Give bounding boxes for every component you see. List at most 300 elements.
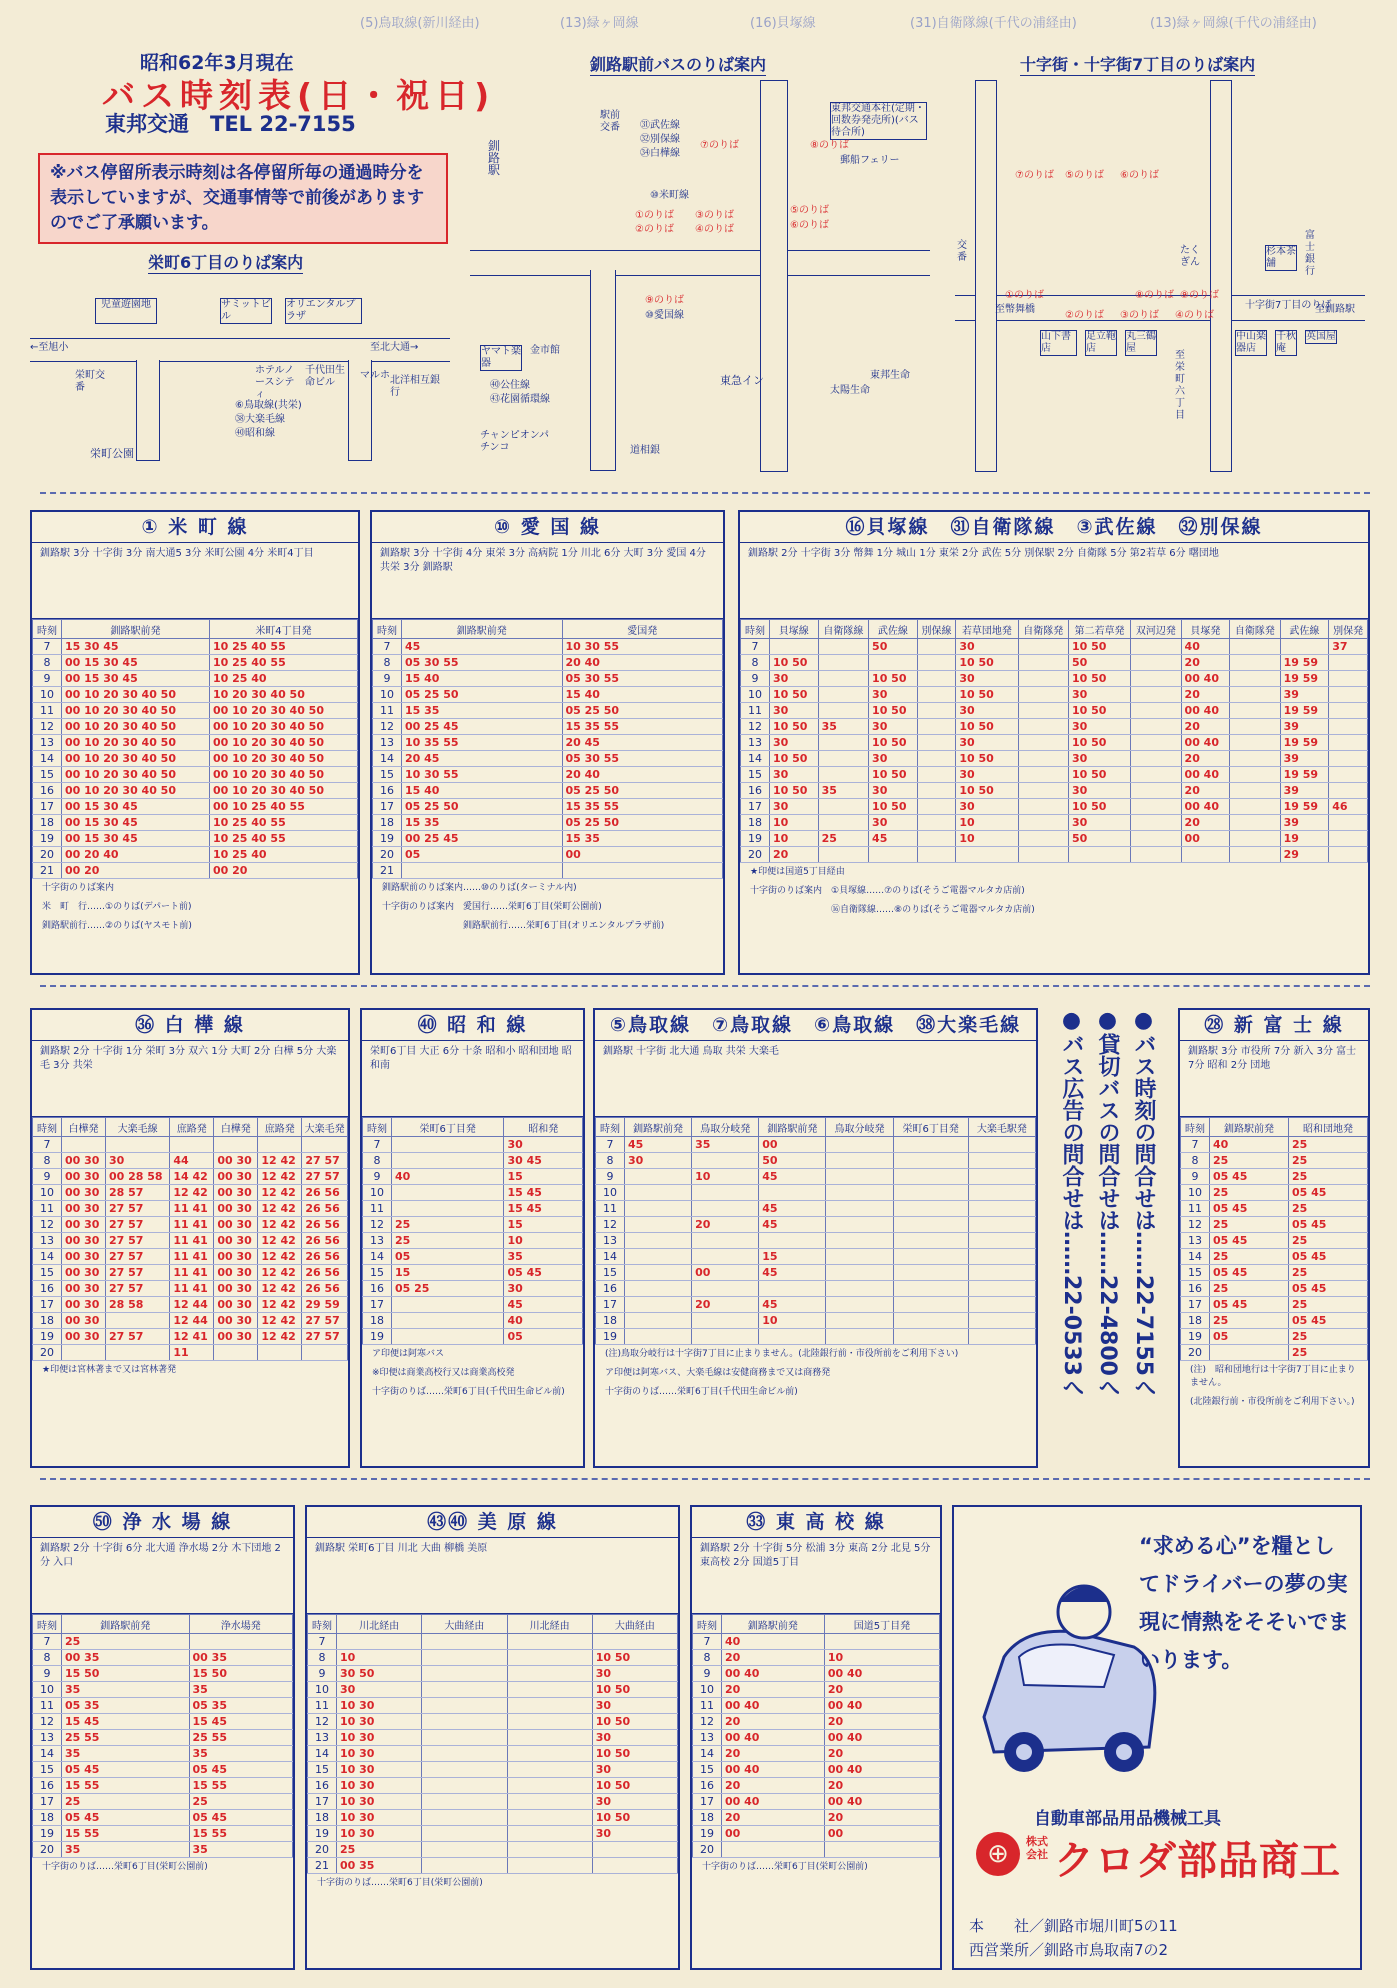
table-row: [373, 687, 723, 703]
departure-cell: [692, 1153, 759, 1169]
departure-cell: 00 10 20 30 40 50: [62, 719, 210, 735]
departure-cell: 20: [1181, 719, 1230, 735]
table-row: [373, 815, 723, 831]
departure-cell: [692, 1329, 759, 1345]
hour-cell: 17: [308, 1794, 337, 1810]
hour-cell: 17: [363, 1297, 392, 1313]
departure-cell: 00: [759, 1137, 826, 1153]
table-row: [741, 831, 1368, 847]
departure-cell: 27 57: [106, 1233, 170, 1249]
departure-cell: 12 42: [258, 1217, 302, 1233]
table-row: [596, 1233, 1036, 1249]
column-header: 大楽毛発: [302, 1118, 348, 1137]
departure-cell: 30 45: [504, 1153, 583, 1169]
departure-cell: [625, 1329, 692, 1345]
departure-cell: [818, 671, 868, 687]
departure-cell: 39: [1280, 687, 1329, 703]
column-header: 若草団地発: [956, 620, 1018, 639]
departure-cell: 30: [869, 815, 918, 831]
map-label: 十字街7丁目のりば: [1245, 300, 1332, 311]
advertisement: [952, 1505, 1362, 1970]
hour-cell: 18: [596, 1313, 625, 1329]
hour-cell: 13: [693, 1730, 722, 1746]
departure-cell: 00 40: [824, 1666, 939, 1682]
column-header: 自衛隊発: [1018, 620, 1068, 639]
hour-cell: 17: [1181, 1297, 1210, 1313]
table-row: [363, 1169, 583, 1185]
departure-cell: [625, 1169, 692, 1185]
departure-cell: 00 40: [1181, 767, 1230, 783]
departure-cell: 00 30: [214, 1313, 258, 1329]
departure-cell: [826, 1313, 893, 1329]
departure-cell: 39: [1280, 751, 1329, 767]
table-row: [308, 1794, 678, 1810]
departure-cell: 40: [392, 1169, 504, 1185]
departure-cell: 30: [869, 687, 918, 703]
departure-cell: 11 41: [170, 1249, 214, 1265]
map-label: ⑦のりば: [1015, 170, 1054, 181]
table-row: [33, 1185, 348, 1201]
departure-cell: [1131, 847, 1181, 863]
hour-cell: 18: [308, 1810, 337, 1826]
departure-cell: [826, 1249, 893, 1265]
departure-cell: [1018, 847, 1068, 863]
column-header: 時刻: [373, 620, 402, 639]
jujigai-map-title: 十字街・十字街7丁目のりば案内: [1020, 52, 1255, 76]
map-label: 釧路駅: [488, 139, 501, 177]
column-header: 川北経由: [507, 1615, 592, 1634]
departure-cell: [1329, 719, 1368, 735]
departure-cell: 45: [759, 1265, 826, 1281]
departure-cell: [392, 1185, 504, 1201]
departure-cell: 00 25 45: [402, 719, 563, 735]
departure-cell: 00: [824, 1826, 939, 1842]
departure-cell: 30: [1068, 687, 1130, 703]
table-row: [373, 767, 723, 783]
hour-cell: 7: [33, 1137, 62, 1153]
departure-cell: 10: [337, 1650, 422, 1666]
table-row: [693, 1714, 940, 1730]
departure-cell: [1131, 831, 1181, 847]
column-header: 時刻: [33, 1615, 62, 1634]
timetable-note: ⑯自衛隊線……⑧のりば(そうご電器マルタカ店前): [750, 905, 1035, 915]
departure-cell: 25: [1210, 1249, 1289, 1265]
top-strip: [30, 12, 1370, 34]
departure-cell: 25: [1289, 1297, 1368, 1313]
departure-cell: 10 30: [337, 1762, 422, 1778]
departure-cell: 30: [956, 703, 1018, 719]
departure-cell: 35: [62, 1682, 190, 1698]
departure-cell: [826, 1153, 893, 1169]
departure-cell: 27 57: [302, 1313, 348, 1329]
departure-cell: 10 50: [1068, 639, 1130, 655]
departure-cell: 00 40: [722, 1698, 825, 1714]
departure-cell: [826, 1265, 893, 1281]
hour-cell: 18: [693, 1810, 722, 1826]
map-label: ㉛武佐線: [640, 120, 680, 131]
column-header: 米町4丁目発: [210, 620, 358, 639]
table-row: [596, 1201, 1036, 1217]
departure-cell: [1131, 735, 1181, 751]
hour-cell: 14: [373, 751, 402, 767]
departure-cell: [893, 1249, 968, 1265]
departure-cell: [759, 1281, 826, 1297]
hour-cell: 19: [741, 831, 770, 847]
top-strip-label: (31)自衛隊線(千代の浦経由): [910, 16, 1077, 31]
timetable-higashi: [690, 1505, 942, 1970]
departure-cell: [507, 1730, 592, 1746]
hour-cell: 18: [1181, 1313, 1210, 1329]
departure-cell: [818, 799, 868, 815]
departure-cell: 12 42: [258, 1313, 302, 1329]
table-row: [741, 687, 1368, 703]
route-stops: 釧路駅 2分 十字街 5分 松浦 3分 東高 2分 北見 5分 東高校 2分 国道5丁目: [692, 1538, 940, 1614]
table-row: [33, 815, 358, 831]
departure-cell: [968, 1217, 1035, 1233]
table-row: [33, 799, 358, 815]
hour-cell: 12: [308, 1714, 337, 1730]
departure-cell: 15: [504, 1169, 583, 1185]
hour-cell: 8: [363, 1153, 392, 1169]
sakaemachi-map: [30, 280, 450, 460]
ad-address-west: 西営業所／釧路市鳥取南7の2: [969, 1941, 1169, 1959]
hour-cell: 9: [693, 1666, 722, 1682]
timetable-grid: [692, 1614, 940, 1858]
departure-cell: 00 10 20 30 40 50: [210, 735, 358, 751]
hour-cell: 12: [741, 719, 770, 735]
column-header: 大楽毛駅発: [968, 1118, 1035, 1137]
departure-cell: [917, 639, 956, 655]
departure-cell: 10 30: [337, 1730, 422, 1746]
departure-cell: 35: [62, 1842, 190, 1858]
ad-address-hq: 本 社／釧路市堀川町5の11: [969, 1917, 1178, 1935]
departure-cell: [625, 1265, 692, 1281]
departure-cell: 25 55: [62, 1730, 190, 1746]
column-header: 時刻: [33, 1118, 62, 1137]
departure-cell: [1018, 687, 1068, 703]
departure-cell: [1230, 735, 1280, 751]
hour-cell: 12: [693, 1714, 722, 1730]
departure-cell: 10 50: [869, 671, 918, 687]
departure-cell: 46: [1329, 799, 1368, 815]
departure-cell: [1131, 655, 1181, 671]
map-label: ③のりば: [695, 210, 734, 221]
departure-cell: 30: [625, 1153, 692, 1169]
hour-cell: 12: [33, 719, 62, 735]
map-label: サミットビル: [221, 299, 271, 322]
map-label: ⑨のりば: [1180, 290, 1219, 301]
departure-cell: [824, 1634, 939, 1650]
table-row: [693, 1762, 940, 1778]
departure-cell: [917, 767, 956, 783]
departure-cell: 00 30: [214, 1297, 258, 1313]
departure-cell: 00 40: [722, 1730, 825, 1746]
departure-cell: 10: [956, 815, 1018, 831]
map-label: ㊳大楽毛線: [235, 414, 285, 425]
timetable-grid: [1180, 1117, 1368, 1361]
hour-cell: 7: [373, 639, 402, 655]
departure-cell: [422, 1794, 507, 1810]
departure-cell: 30: [770, 767, 819, 783]
column-header: 大曲経由: [592, 1615, 677, 1634]
departure-cell: 10 50: [592, 1810, 677, 1826]
departure-cell: [1131, 639, 1181, 655]
departure-cell: [1230, 751, 1280, 767]
departure-cell: [402, 863, 563, 879]
table-row: [741, 783, 1368, 799]
departure-cell: [893, 1201, 968, 1217]
departure-cell: 20: [1181, 815, 1230, 831]
departure-cell: 05 35: [189, 1698, 292, 1714]
departure-cell: 00 30: [62, 1217, 106, 1233]
departure-cell: [968, 1153, 1035, 1169]
timetable-note: (北陸銀行前・市役所前をご利用下さい。): [1190, 1397, 1355, 1407]
departure-cell: 30: [770, 671, 819, 687]
departure-cell: 00 10 20 30 40 50: [62, 783, 210, 799]
departure-cell: [62, 1137, 106, 1153]
timetable-title: ㊿ 浄 水 場 線: [32, 1507, 293, 1538]
departure-cell: 29 59: [302, 1297, 348, 1313]
company-logo-icon: ⊕: [976, 1832, 1020, 1876]
departure-cell: 50: [1068, 655, 1130, 671]
hour-cell: 19: [33, 1826, 62, 1842]
departure-cell: [422, 1842, 507, 1858]
hour-cell: 11: [33, 1698, 62, 1714]
hour-cell: 8: [33, 655, 62, 671]
table-row: [308, 1666, 678, 1682]
table-row: [33, 1842, 293, 1858]
departure-cell: [1131, 719, 1181, 735]
departure-cell: [625, 1233, 692, 1249]
departure-cell: 30 50: [337, 1666, 422, 1682]
departure-cell: [422, 1858, 507, 1874]
departure-cell: [1230, 847, 1280, 863]
departure-cell: [1329, 703, 1368, 719]
map-label: ④のりば: [1175, 310, 1214, 321]
table-row: [1181, 1265, 1368, 1281]
departure-cell: 20 45: [402, 751, 563, 767]
departure-cell: [392, 1201, 504, 1217]
hour-cell: 14: [363, 1249, 392, 1265]
departure-cell: 10 50: [1068, 671, 1130, 687]
departure-cell: 00 30: [62, 1169, 106, 1185]
hour-cell: 17: [33, 799, 62, 815]
table-row: [33, 1762, 293, 1778]
departure-cell: [1230, 815, 1280, 831]
table-row: [308, 1698, 678, 1714]
table-row: [373, 783, 723, 799]
timetable-grid: [740, 619, 1368, 863]
departure-cell: 37: [1329, 639, 1368, 655]
departure-cell: [1230, 703, 1280, 719]
departure-cell: 20 45: [562, 735, 723, 751]
departure-cell: 25: [1289, 1169, 1368, 1185]
departure-cell: 10 50: [956, 719, 1018, 735]
departure-cell: 00 40: [824, 1794, 939, 1810]
hour-cell: 11: [1181, 1201, 1210, 1217]
timetable-note: 釧路駅前行……栄町6丁目(オリエンタルプラザ前): [382, 921, 665, 931]
hour-cell: 11: [741, 703, 770, 719]
table-row: [33, 767, 358, 783]
map-label: 至釧路駅: [1315, 304, 1355, 315]
route-stops: 釧路駅 2分 十字街 3分 幣舞 1分 城山 1分 東栄 2分 武佐 5分 別保駅 2分 自衛隊 5分 第2若草 6分 曙団地: [740, 543, 1368, 619]
timetable-note: 釧路駅前のりば案内……⑩のりば(ターミナル内): [382, 883, 577, 893]
departure-cell: 00: [722, 1826, 825, 1842]
departure-cell: [1131, 687, 1181, 703]
route-stops: 栄町6丁目 大正 6分 十条 昭和小 昭和団地 昭和南: [362, 1041, 583, 1117]
departure-cell: [818, 687, 868, 703]
hour-cell: 16: [363, 1281, 392, 1297]
departure-cell: 05 45: [504, 1265, 583, 1281]
departure-cell: [692, 1233, 759, 1249]
departure-cell: 10: [770, 831, 819, 847]
hour-cell: 15: [596, 1265, 625, 1281]
table-row: [308, 1650, 678, 1666]
table-row: [363, 1185, 583, 1201]
departure-cell: [392, 1137, 504, 1153]
table-row: [741, 735, 1368, 751]
timetable-note: 釧路駅前行……②のりば(ヤスモト前): [42, 921, 192, 931]
departure-cell: [968, 1169, 1035, 1185]
station-map: [470, 80, 930, 470]
departure-cell: 30: [592, 1698, 677, 1714]
departure-cell: 11 41: [170, 1281, 214, 1297]
table-row: [741, 703, 1368, 719]
timetable-tottori: [593, 1008, 1038, 1468]
departure-cell: [592, 1842, 677, 1858]
map-label: ③のりば: [1120, 310, 1159, 321]
timetable-note: 十字街のりば……栄町6丁目(千代田生命ビル前): [605, 1387, 798, 1397]
hour-cell: 13: [33, 1233, 62, 1249]
departure-cell: 50: [759, 1153, 826, 1169]
departure-cell: 00 10 20 30 40 50: [210, 703, 358, 719]
table-row: [33, 1698, 293, 1714]
table-row: [373, 655, 723, 671]
table-row: [693, 1826, 940, 1842]
departure-cell: 27 57: [106, 1217, 170, 1233]
hour-cell: 16: [373, 783, 402, 799]
hour-cell: 11: [363, 1201, 392, 1217]
departure-cell: 00 30: [214, 1249, 258, 1265]
table-row: [741, 847, 1368, 863]
map-label: ⑥のりば: [1120, 170, 1159, 181]
departure-cell: 05 25 50: [562, 815, 723, 831]
map-label: チャンピオンパチンコ: [480, 430, 549, 453]
hour-cell: 13: [596, 1233, 625, 1249]
departure-cell: 20: [824, 1746, 939, 1762]
hour-cell: 18: [741, 815, 770, 831]
departure-cell: [893, 1265, 968, 1281]
column-header: 時刻: [741, 620, 770, 639]
timetable-shinfuji: [1178, 1008, 1370, 1468]
departure-cell: [759, 1233, 826, 1249]
departure-cell: 10 50: [869, 799, 918, 815]
departure-cell: 25: [1289, 1153, 1368, 1169]
departure-cell: [1329, 671, 1368, 687]
departure-cell: [917, 655, 956, 671]
departure-cell: 39: [1280, 815, 1329, 831]
timetable-note: 十字街のりば……栄町6丁目(栄町公園前): [42, 1862, 208, 1872]
departure-cell: 40: [504, 1313, 583, 1329]
hour-cell: 18: [363, 1313, 392, 1329]
hour-cell: 14: [741, 751, 770, 767]
map-label: 至栄町六丁目: [1175, 350, 1185, 421]
table-row: [308, 1826, 678, 1842]
departure-cell: [625, 1249, 692, 1265]
departure-cell: 27 57: [106, 1249, 170, 1265]
departure-cell: 10 35 55: [402, 735, 563, 751]
departure-cell: [1210, 1345, 1289, 1361]
table-row: [373, 799, 723, 815]
column-header: 大楽毛線: [106, 1118, 170, 1137]
hour-cell: 17: [596, 1297, 625, 1313]
table-row: [373, 671, 723, 687]
departure-cell: 20: [722, 1746, 825, 1762]
departure-cell: 00 20: [210, 863, 358, 879]
hour-cell: 21: [33, 863, 62, 879]
timetable-josuijo: [30, 1505, 295, 1970]
departure-cell: 10 50: [770, 655, 819, 671]
map-label: 東邦生命: [870, 370, 910, 381]
map-label: ④のりば: [695, 224, 734, 235]
fold-line: [40, 492, 1370, 494]
column-header: 別保発: [1329, 620, 1368, 639]
departure-cell: [893, 1185, 968, 1201]
hour-cell: 20: [693, 1842, 722, 1858]
map-label: 丸三鶴屋: [1126, 331, 1156, 354]
table-row: [33, 783, 358, 799]
departure-cell: 27 57: [302, 1329, 348, 1345]
departure-cell: 12 44: [170, 1297, 214, 1313]
hour-cell: 19: [373, 831, 402, 847]
map-label: ⑩米町線: [650, 190, 689, 201]
map-label: 東急イン: [720, 374, 764, 387]
map-label: ⑧のりば: [1135, 290, 1174, 301]
departure-cell: 30: [592, 1730, 677, 1746]
departure-cell: [893, 1233, 968, 1249]
hour-cell: 9: [363, 1169, 392, 1185]
departure-cell: 45: [504, 1297, 583, 1313]
departure-cell: 15 35: [562, 831, 723, 847]
departure-cell: 10 30: [337, 1698, 422, 1714]
timetable-title: ㉝ 東 高 校 線: [692, 1507, 940, 1538]
hour-cell: 11: [33, 1201, 62, 1217]
column-header: 武佐線: [1280, 620, 1329, 639]
timetable-note: ★印便は宮林著まで又は宮林著発: [42, 1365, 177, 1375]
table-row: [373, 639, 723, 655]
hour-cell: 10: [33, 1185, 62, 1201]
departure-cell: 00 30: [62, 1233, 106, 1249]
departure-cell: [824, 1842, 939, 1858]
table-row: [33, 639, 358, 655]
departure-cell: [826, 1233, 893, 1249]
hour-cell: 9: [373, 671, 402, 687]
map-label: 栄町公園: [90, 447, 134, 460]
column-header: 時刻: [33, 620, 62, 639]
departure-cell: [189, 1634, 292, 1650]
hour-cell: 19: [33, 831, 62, 847]
departure-cell: [759, 1329, 826, 1345]
departure-cell: 12 42: [258, 1185, 302, 1201]
departure-cell: 10 25 40: [210, 847, 358, 863]
departure-cell: 00 10 20 30 40 50: [62, 735, 210, 751]
column-header: 昭和団地発: [1289, 1118, 1368, 1137]
map-label: 栄町交番: [75, 370, 105, 393]
departure-cell: [1018, 751, 1068, 767]
departure-cell: 15 45: [504, 1201, 583, 1217]
departure-cell: 15 45: [62, 1714, 190, 1730]
departure-cell: [422, 1730, 507, 1746]
